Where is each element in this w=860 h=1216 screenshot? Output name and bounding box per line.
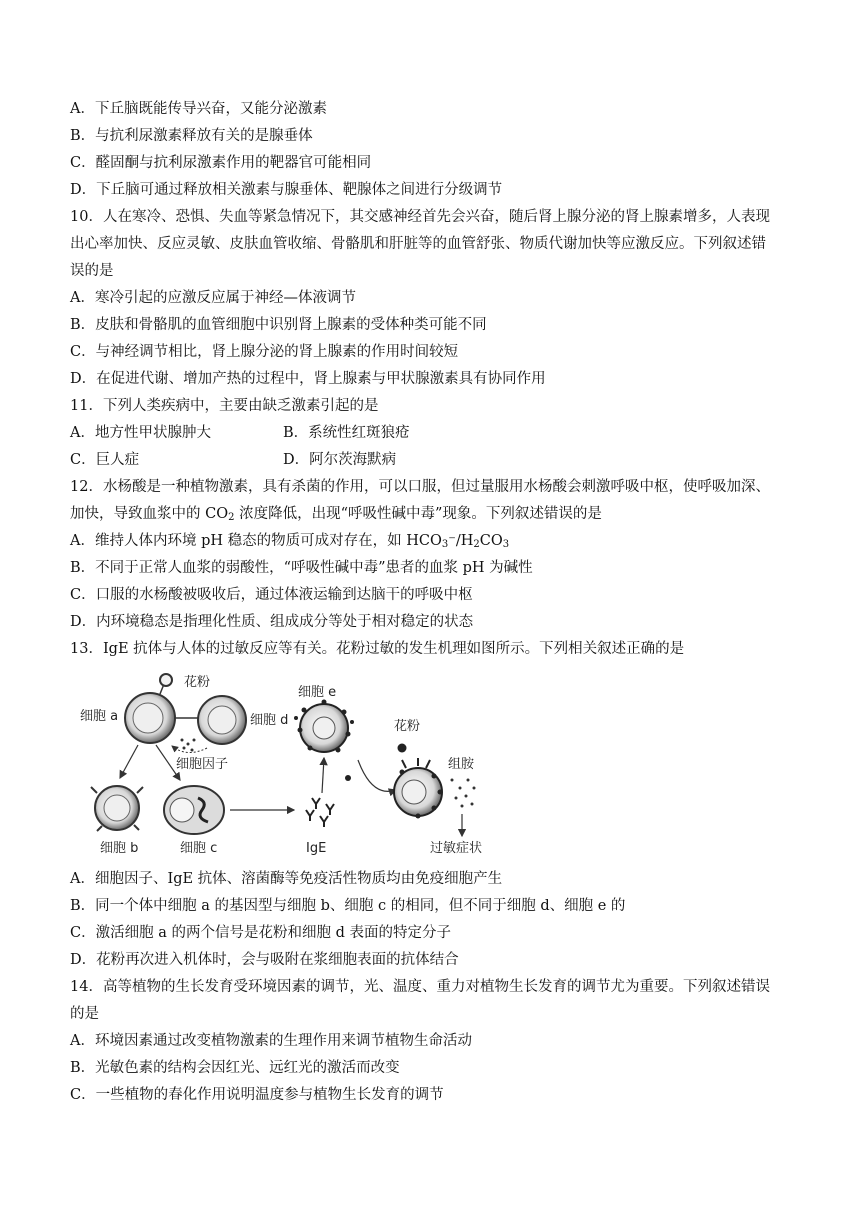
q9-option-a: A．下丘脑既能传导兴奋，又能分泌激素 [70, 101, 327, 117]
q10-stem-line-3: 误的是 [70, 263, 114, 279]
antigen-dot [345, 775, 351, 781]
label-pollen-right: 花粉 [394, 719, 421, 734]
q11-option-d: D．阿尔茨海默病 [283, 452, 397, 468]
pollen-allergy-mechanism-diagram [72, 668, 492, 868]
label-ige: IgE [306, 841, 327, 856]
q14-option-a: A．环境因素通过改变植物激素的生理作用来调节植物生命活动 [70, 1033, 472, 1049]
q13-option-c: C．激活细胞 a 的两个信号是花粉和细胞 d 表面的特定分子 [70, 925, 451, 941]
q12-option-c: C．口服的水杨酸被吸收后，通过体液运输到达脑干的呼吸中枢 [70, 587, 473, 603]
label-cell-d: 细胞 d [250, 713, 289, 728]
cell-d-shape [198, 696, 246, 744]
pollen-grain [398, 744, 407, 753]
q14-option-c: C．一些植物的春化作用说明温度参与植物生长发育的调节 [70, 1087, 444, 1103]
q9-option-c: C．醛固酮与抗利尿激素作用的靶器官可能相同 [70, 155, 372, 171]
ige-antibody-marks [306, 798, 334, 827]
cell-b-shape [91, 786, 143, 831]
q10-option-a: A．寒冷引起的应激反应属于神经—体液调节 [70, 290, 356, 306]
q12-stem-line-2: 加快，导致血浆中的 $CO_2$ 浓度降低，出现“呼吸性碱中毒”现象。下列叙述错误的是 [70, 506, 602, 523]
q10-stem-line-1: 10．人在寒冷、恐惧、失血等紧急情况下，其交感神经首先会兴奋，随后肾上腺分泌的肾上腺素增多，人表现 [70, 209, 770, 225]
q9-option-d: D．下丘脑可通过释放相关激素与腺垂体、靶腺体之间进行分级调节 [70, 182, 503, 198]
q12-option-a: A．维持人体内环境 pH 稳态的物质可成对存在，如 $HCO_3^-/H_2CO_3$ [70, 533, 510, 550]
q10-option-d: D．在促进代谢、增加产热的过程中，肾上腺素与甲状腺激素具有协同作用 [70, 371, 546, 387]
q12-stem-line-1: 12．水杨酸是一种植物激素，具有杀菌的作用，可以口服，但过量服用水杨酸会刺激呼吸中枢，使呼吸加深、 [70, 479, 770, 495]
cell-c-shape [164, 786, 224, 834]
q12-option-b: B．不同于正常人血浆的弱酸性，“呼吸性碱中毒”患者的血浆 pH 为碱性 [70, 560, 533, 576]
q13-option-b: B．同一个体中细胞 a 的基因型与细胞 b、细胞 c 的相同，但不同于细胞 d、细胞 e 的 [70, 898, 626, 914]
q9-option-b: B．与抗利尿激素释放有关的是腺垂体 [70, 128, 313, 144]
label-cytokine: 细胞因子 [176, 757, 229, 772]
label-cell-c: 细胞 c [180, 841, 218, 856]
q13-option-d: D．花粉再次进入机体时，会与吸附在浆细胞表面的抗体结合 [70, 952, 459, 968]
activated-mast-cell-shape [394, 758, 443, 819]
cytokine-dots [181, 739, 196, 752]
q11-stem: 11．下列人类疾病中，主要由缺乏激素引起的是 [70, 398, 379, 414]
q10-stem-line-2: 出心率加快、反应灵敏、皮肤血管收缩、骨骼肌和肝脏等的血管舒张、物质代谢加快等应激反应。下列叙述错 [70, 236, 766, 252]
q11-option-c: C．巨人症 [70, 452, 140, 468]
q11-option-b: B．系统性红斑狼疮 [283, 425, 410, 441]
label-cell-a: 细胞 a [80, 709, 119, 724]
q12-option-d: D．内环境稳态是指理化性质、组成成分等处于相对稳定的状态 [70, 614, 474, 630]
label-histamine: 组胺 [448, 757, 475, 772]
label-cell-e: 细胞 e [298, 685, 337, 700]
q13-stem: 13．IgE 抗体与人体的过敏反应等有关。花粉过敏的发生机理如图所示。下列相关叙述正确的是 [70, 641, 685, 657]
histamine-dots [451, 779, 476, 808]
q14-stem-line-1: 14．高等植物的生长发育受环境因素的调节，光、温度、重力对植物生长发育的调节尤为重要。下列叙述错误 [70, 979, 770, 995]
label-cell-b: 细胞 b [100, 841, 139, 856]
cell-e-shape [294, 700, 354, 753]
q10-option-c: C．与神经调节相比，肾上腺分泌的肾上腺素的作用时间较短 [70, 344, 459, 360]
q14-stem-line-2: 的是 [70, 1006, 99, 1022]
q14-option-b: B．光敏色素的结构会因红光、远红光的激活而改变 [70, 1060, 400, 1076]
q11-option-a: A．地方性甲状腺肿大 [70, 425, 211, 441]
q13-option-a: A．细胞因子、IgE 抗体、溶菌酶等免疫活性物质均由免疫细胞产生 [70, 871, 503, 887]
label-symptom: 过敏症状 [430, 841, 483, 856]
q10-option-b: B．皮肤和骨骼肌的血管细胞中识别肾上腺素的受体种类可能不同 [70, 317, 487, 333]
label-pollen-top: 花粉 [184, 675, 211, 690]
